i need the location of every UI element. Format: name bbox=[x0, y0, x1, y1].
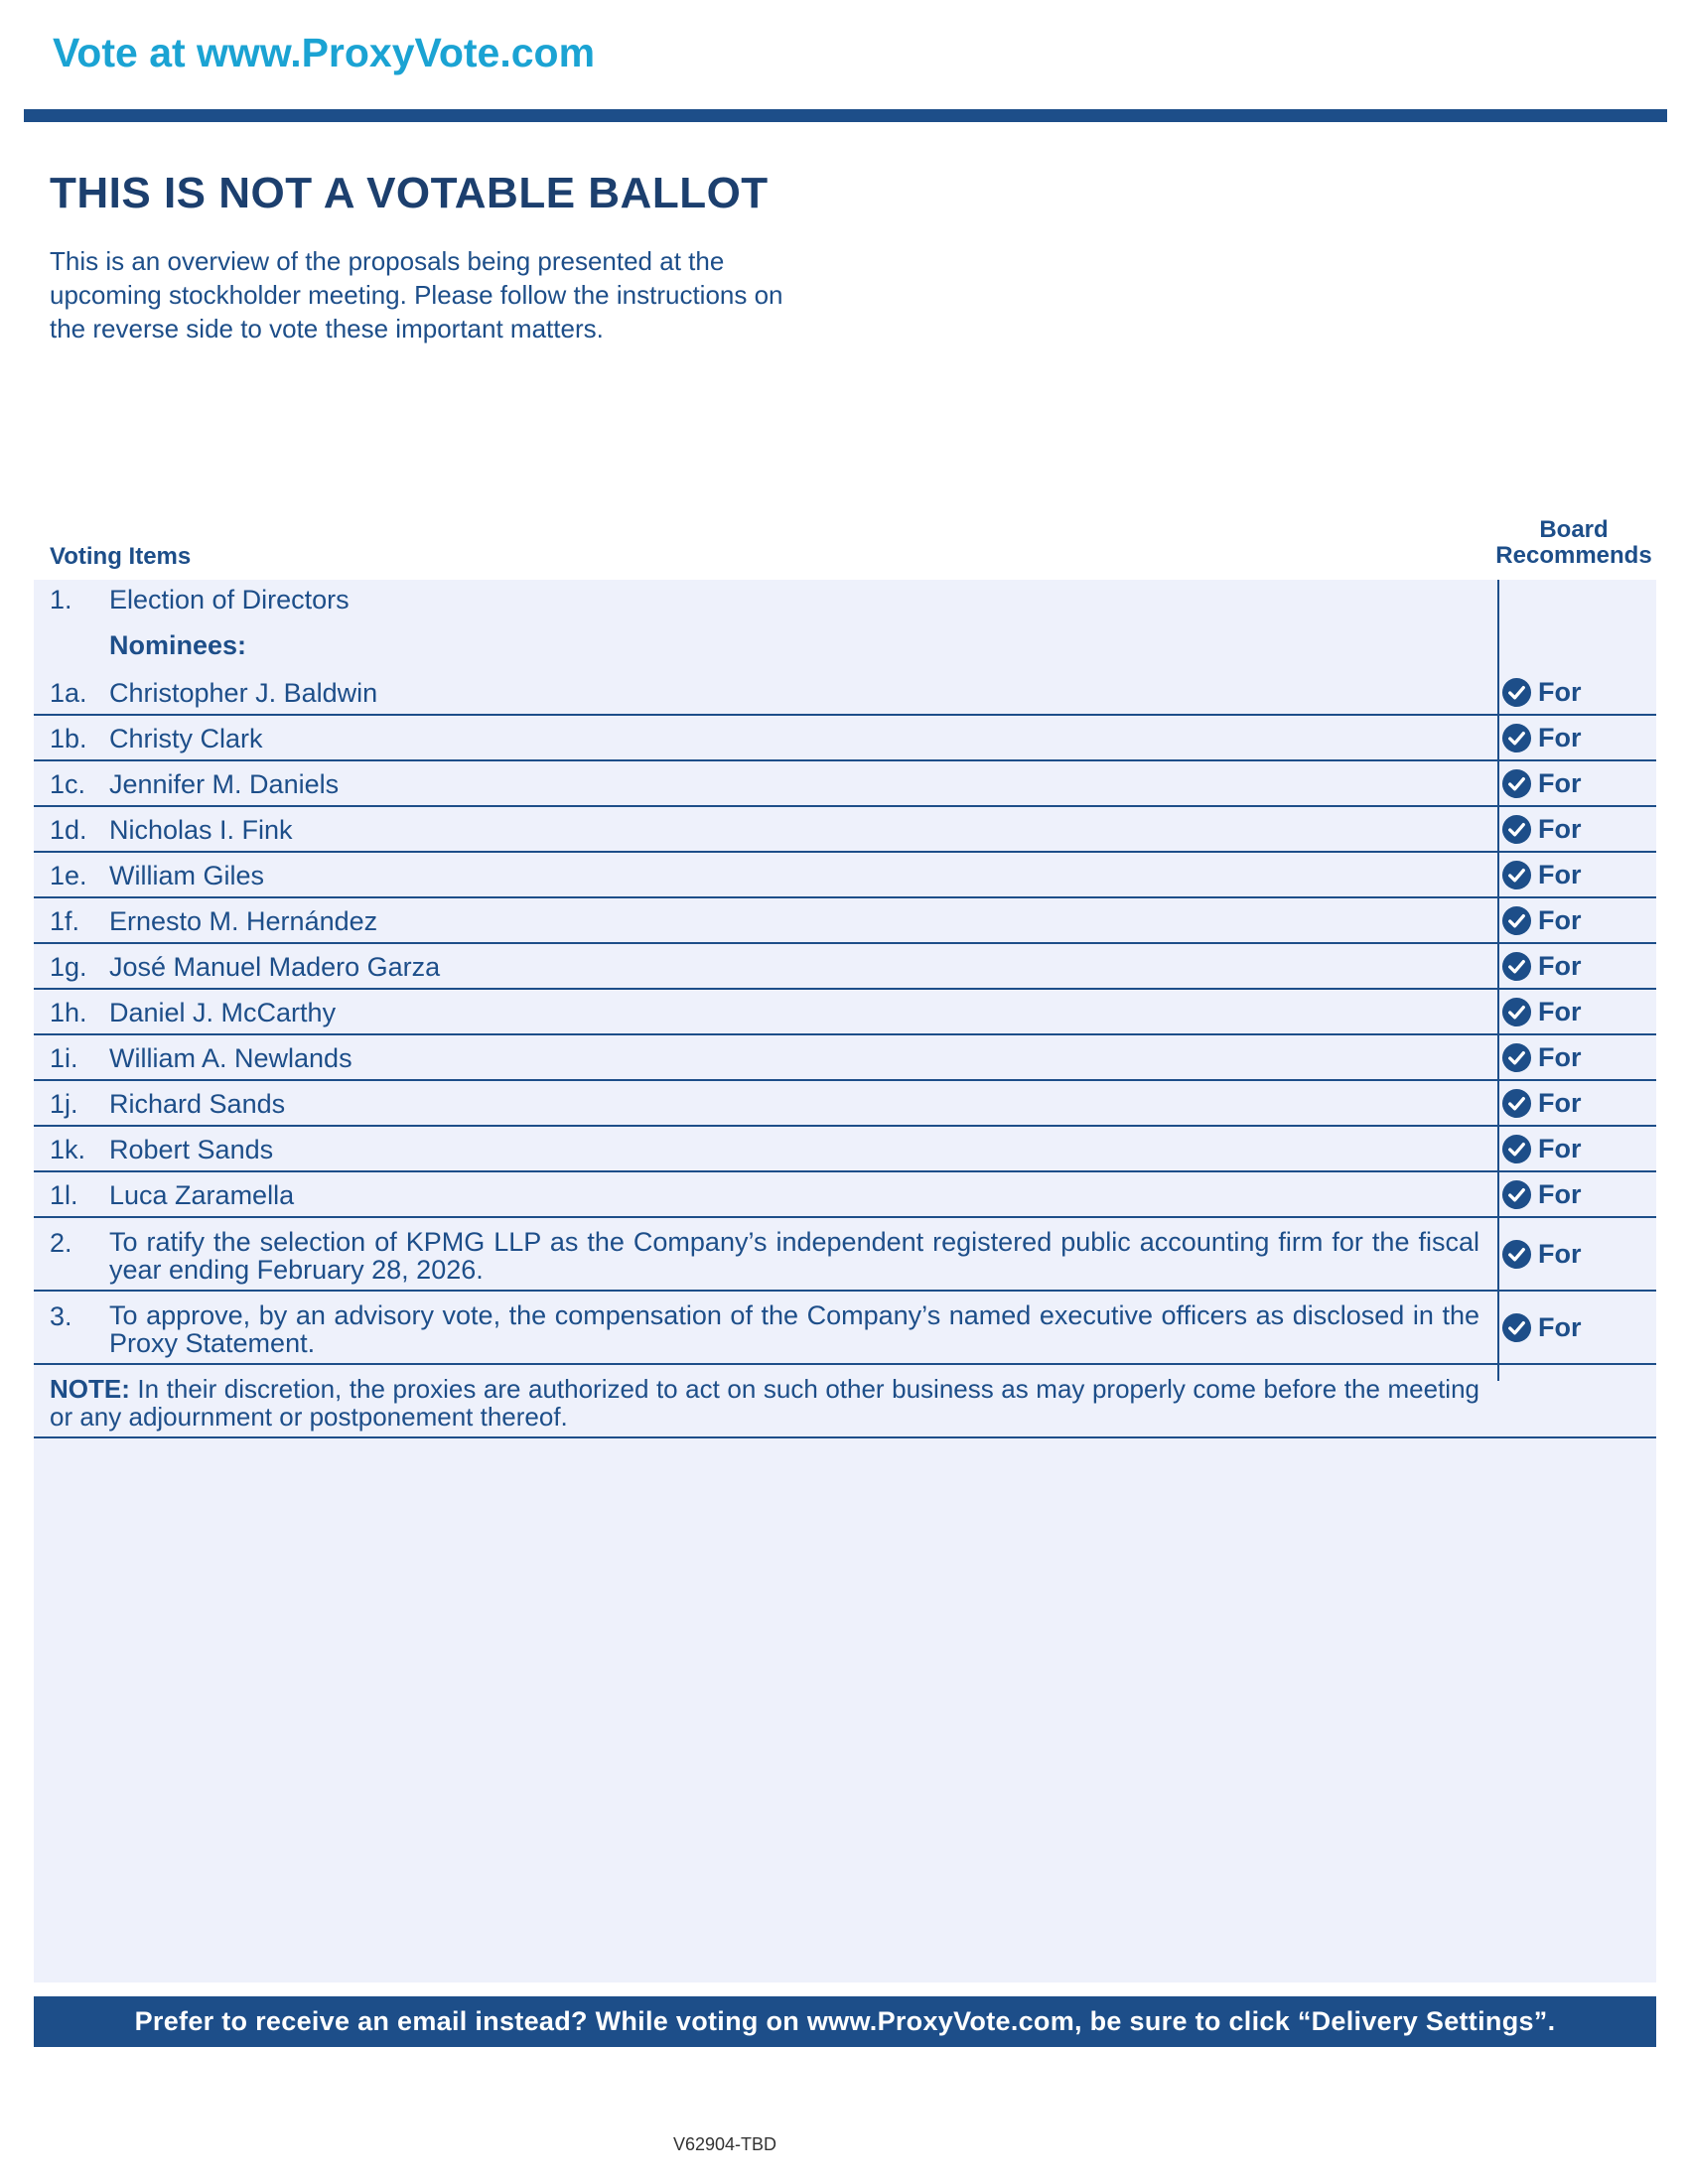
proposal-row bbox=[34, 1292, 1656, 1365]
nominee-row bbox=[34, 990, 1656, 1035]
item-label: Election of Directors bbox=[109, 585, 350, 614]
nominee-number: 1d. bbox=[50, 815, 87, 845]
nominee-name: Daniel J. McCarthy bbox=[109, 998, 337, 1027]
nominee-name: Luca Zaramella bbox=[109, 1180, 295, 1210]
check-circle-icon bbox=[1501, 768, 1532, 799]
nominee-number: 1j. bbox=[50, 1089, 78, 1119]
nominee-row bbox=[34, 898, 1656, 944]
board-recommends-header bbox=[1484, 517, 1663, 569]
recommend-label: For bbox=[1538, 997, 1582, 1026]
check-circle-icon bbox=[1501, 1088, 1532, 1119]
note-text bbox=[50, 1375, 1479, 1431]
proposal-number: 2. bbox=[50, 1228, 72, 1258]
check-circle-icon bbox=[1501, 723, 1532, 753]
intro-text bbox=[50, 244, 844, 345]
nominee-name: Ernesto M. Hernández bbox=[109, 906, 378, 936]
nominee-number: 1g. bbox=[50, 952, 87, 982]
nominee-row bbox=[34, 1035, 1656, 1081]
voting-items-header: Voting Items bbox=[50, 543, 192, 570]
email-delivery-text: Prefer to receive an email instead? While voting on www.ProxyVote.com, be sure to click “Delivery Settings”. bbox=[134, 2006, 1556, 2036]
nominee-row bbox=[34, 1081, 1656, 1127]
recommend-label: For bbox=[1538, 905, 1582, 935]
check-circle-icon bbox=[1501, 814, 1532, 845]
recommend-for bbox=[1501, 677, 1582, 708]
nominee-row bbox=[34, 807, 1656, 853]
recommend-for bbox=[1501, 905, 1582, 936]
intro-line-2: upcoming stockholder meeting. Please follow the instructions on bbox=[50, 280, 783, 310]
recommend-label: For bbox=[1538, 1088, 1582, 1118]
recommend-label: For bbox=[1538, 677, 1582, 707]
proposal-text: To approve, by an advisory vote, the compensation of the Company’s named executive officers as disclosed in the Proxy Statement. bbox=[109, 1300, 1479, 1358]
check-circle-icon bbox=[1501, 860, 1532, 890]
email-delivery-banner bbox=[34, 1996, 1656, 2047]
nominee-row bbox=[34, 853, 1656, 898]
recommend-for bbox=[1501, 1312, 1582, 1343]
item-number: 1. bbox=[50, 585, 72, 614]
intro-line-3: the reverse side to vote these important matters. bbox=[50, 314, 604, 343]
note-label: NOTE: bbox=[50, 1374, 130, 1404]
proposal-number: 3. bbox=[50, 1301, 72, 1331]
election-row bbox=[34, 582, 1656, 621]
nominee-row bbox=[34, 761, 1656, 807]
check-circle-icon bbox=[1501, 1239, 1532, 1270]
recommend-label: For bbox=[1538, 1239, 1582, 1269]
recommend-for bbox=[1501, 814, 1582, 845]
proxyvote-link[interactable]: Vote at www.ProxyVote.com bbox=[53, 30, 596, 75]
nominee-number: 1a. bbox=[50, 678, 87, 708]
intro-line-1: This is an overview of the proposals being presented at the bbox=[50, 246, 725, 276]
check-circle-icon bbox=[1501, 951, 1532, 982]
nominee-number: 1h. bbox=[50, 998, 87, 1027]
recommend-label: For bbox=[1538, 1312, 1582, 1342]
check-circle-icon bbox=[1501, 1134, 1532, 1164]
nominee-number: 1c. bbox=[50, 769, 86, 799]
recommend-for bbox=[1501, 723, 1582, 753]
nominee-number: 1k. bbox=[50, 1135, 86, 1164]
check-circle-icon bbox=[1501, 1042, 1532, 1073]
nominee-row bbox=[34, 1172, 1656, 1218]
recommend-label: For bbox=[1538, 951, 1582, 981]
proposal-row bbox=[34, 1218, 1656, 1292]
nominee-row bbox=[34, 673, 1656, 716]
check-circle-icon bbox=[1501, 1179, 1532, 1210]
nominee-name: Nicholas I. Fink bbox=[109, 815, 293, 845]
document-code: V62904-TBD bbox=[672, 2134, 777, 2154]
check-circle-icon bbox=[1501, 905, 1532, 936]
nominee-number: 1l. bbox=[50, 1180, 78, 1210]
nominee-name: Robert Sands bbox=[109, 1135, 274, 1164]
recommend-for bbox=[1501, 860, 1582, 890]
recommend-label: For bbox=[1538, 1042, 1582, 1072]
note-body: In their discretion, the proxies are authorized to act on such other business as may properly come before the meeting or any adjournment or postponement thereof. bbox=[50, 1374, 1479, 1432]
recommend-for bbox=[1501, 951, 1582, 982]
recommend-label: For bbox=[1538, 1134, 1582, 1163]
recommend-for bbox=[1501, 997, 1582, 1027]
check-circle-icon bbox=[1501, 677, 1532, 708]
board-header-line-2: Recommends bbox=[1495, 542, 1652, 569]
nominee-number: 1b. bbox=[50, 724, 87, 753]
check-circle-icon bbox=[1501, 1312, 1532, 1343]
proposal-text: To ratify the selection of KPMG LLP as the Company’s independent registered public accounting firm for the fiscal year ending February 28, 2026. bbox=[109, 1227, 1479, 1285]
nominee-name: Christy Clark bbox=[109, 724, 263, 753]
recommend-label: For bbox=[1538, 860, 1582, 889]
nominee-number: 1f. bbox=[50, 906, 80, 936]
nominee-name: William A. Newlands bbox=[109, 1043, 352, 1073]
recommend-for bbox=[1501, 1239, 1582, 1270]
recommend-label: For bbox=[1538, 768, 1582, 798]
nominee-name: Christopher J. Baldwin bbox=[109, 678, 378, 708]
board-header-line-1: Board bbox=[1539, 516, 1609, 543]
recommend-for bbox=[1501, 1134, 1582, 1164]
nominee-name: Jennifer M. Daniels bbox=[109, 769, 340, 799]
nominee-number: 1e. bbox=[50, 861, 87, 890]
recommend-for bbox=[1501, 768, 1582, 799]
nominee-name: Richard Sands bbox=[109, 1089, 286, 1119]
recommend-for bbox=[1501, 1088, 1582, 1119]
recommend-for bbox=[1501, 1042, 1582, 1073]
nominee-name: José Manuel Madero Garza bbox=[109, 952, 441, 982]
nominees-heading-row bbox=[34, 627, 1656, 667]
check-circle-icon bbox=[1501, 997, 1532, 1027]
nominee-row bbox=[34, 1127, 1656, 1172]
nominee-row bbox=[34, 944, 1656, 990]
nominee-row bbox=[34, 716, 1656, 761]
nominee-number: 1i. bbox=[50, 1043, 78, 1073]
recommend-for bbox=[1501, 1179, 1582, 1210]
nominee-name: William Giles bbox=[109, 861, 265, 890]
header-rule bbox=[24, 109, 1667, 122]
recommend-label: For bbox=[1538, 1179, 1582, 1209]
recommend-label: For bbox=[1538, 814, 1582, 844]
nominees-heading: Nominees: bbox=[109, 630, 247, 660]
page-title: THIS IS NOT A VOTABLE BALLOT bbox=[50, 169, 769, 217]
recommend-label: For bbox=[1538, 723, 1582, 752]
